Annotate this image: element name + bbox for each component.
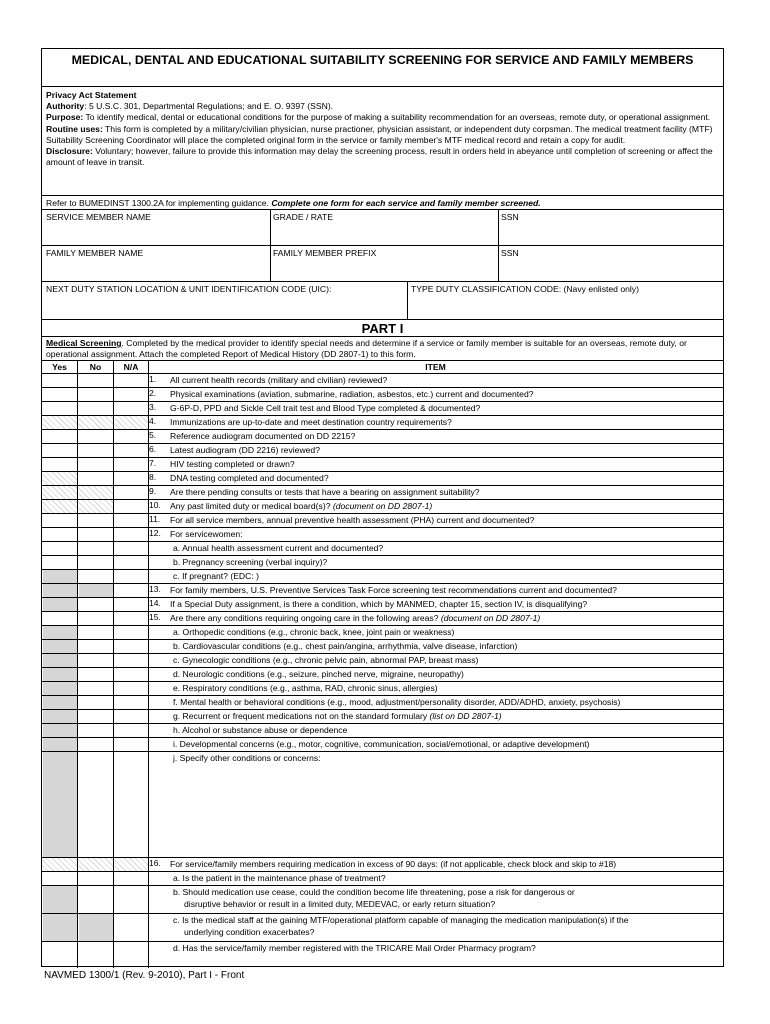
item-text: For service/family members requiring medication in excess of 90 days: (if not applicable, check block and skip to #18) — [170, 859, 617, 869]
item-text: c. If pregnant? (EDC: ) — [173, 571, 259, 581]
item-number: 13. — [149, 584, 161, 594]
checkbox-yes[interactable] — [43, 682, 77, 695]
medical-screening-text: . Completed by the medical provider to identify special needs and determine if a service or family member is suitable for an overseas, remote duty, or operational assignment. Attach the completed Report of Medical History (DD 2807-1) to this form. — [46, 338, 687, 359]
table-row — [42, 541, 723, 555]
purpose-label: Purpose: — [46, 112, 84, 123]
item-text: G-6P-D, PPD and Sickle Cell trait test and Blood Type completed & documented? — [170, 403, 481, 413]
item-text: Reference audiogram documented on DD 2215? — [170, 431, 356, 441]
item-text: Any past limited duty or medical board(s)? (document on DD 2807-1) — [170, 501, 433, 511]
form-frame — [41, 48, 724, 967]
checkbox-yes[interactable] — [43, 556, 77, 569]
item-text: Latest audiogram (DD 2216) reviewed? — [170, 445, 320, 455]
routine-label: Routine uses: — [46, 123, 103, 134]
checkbox-na[interactable] — [115, 514, 148, 527]
table-row — [42, 583, 723, 597]
item-number: 15. — [149, 612, 161, 622]
col-yes: Yes — [52, 362, 67, 372]
checkbox-na[interactable] — [115, 556, 148, 569]
item-number: 12. — [149, 528, 161, 538]
item-text: e. Respiratory conditions (e.g., asthma, RAD, chronic sinus, allergies) — [173, 683, 438, 693]
item-text: a. Annual health assessment current and documented? — [173, 543, 384, 553]
checkbox-no[interactable] — [79, 472, 113, 485]
checkbox-yes[interactable] — [43, 654, 77, 667]
table-row — [42, 913, 723, 941]
checkbox-yes[interactable] — [43, 886, 77, 913]
checkbox-no[interactable] — [79, 710, 113, 723]
checkbox-yes[interactable] — [43, 486, 77, 499]
table-row — [42, 415, 723, 429]
item-text: HIV testing completed or drawn? — [170, 459, 295, 469]
table-row — [42, 499, 723, 513]
checkbox-no[interactable] — [79, 584, 113, 597]
item-text: For servicewomen: — [170, 529, 243, 539]
checkbox-na[interactable] — [115, 388, 148, 401]
checkbox-no[interactable] — [79, 640, 113, 653]
table-row — [42, 429, 723, 443]
checkbox-no[interactable] — [79, 500, 113, 513]
checkbox-yes[interactable] — [43, 942, 77, 956]
medical-screening-intro — [46, 338, 716, 360]
col-no: No — [89, 362, 102, 372]
checkbox-no[interactable] — [79, 654, 113, 667]
checkbox-na[interactable] — [115, 752, 148, 857]
checkbox-no[interactable] — [79, 514, 113, 527]
checkbox-na[interactable] — [115, 682, 148, 695]
table-row — [42, 401, 723, 415]
table-row — [42, 653, 723, 667]
checkbox-na[interactable] — [115, 914, 148, 941]
item-text: For all service members, annual preventive health assessment (PHA) current and documented? — [170, 515, 535, 525]
checkbox-no[interactable] — [79, 858, 113, 871]
table-row — [42, 857, 723, 871]
checkbox-yes[interactable] — [43, 640, 77, 653]
checkbox-yes[interactable] — [43, 724, 77, 737]
checkbox-yes[interactable] — [43, 668, 77, 681]
checkbox-yes[interactable] — [43, 752, 77, 857]
item-number: 3. — [149, 402, 157, 412]
table-row — [42, 555, 723, 569]
checkbox-yes[interactable] — [43, 738, 77, 751]
item-text: b. Should medication use cease, could the condition become life threatening, pose a risk for dangerous or disruptive behavior or result in a limited duty, MEDEVAC, or early return situation? — [173, 887, 575, 909]
checkbox-yes[interactable] — [43, 872, 77, 885]
form-title: MEDICAL, DENTAL AND EDUCATIONAL SUITABILITY SCREENING FOR SERVICE AND FAMILY MEMBERS — [71, 53, 694, 67]
purpose-text: To identify medical, dental or educational conditions for the purpose of making a suitability recommendation for an overseas, remote duty, or operational assignment. — [83, 112, 711, 123]
checkbox-no[interactable] — [79, 682, 113, 695]
checkbox-na[interactable] — [115, 472, 148, 485]
family-member-name-field[interactable]: FAMILY MEMBER NAME — [46, 248, 144, 258]
checkbox-no[interactable] — [79, 430, 113, 443]
checkbox-na[interactable] — [115, 710, 148, 723]
item-text: d. Has the service/family member registered with the TRICARE Mail Order Pharmacy program? — [173, 943, 536, 953]
table-row — [42, 457, 723, 471]
checkbox-na[interactable] — [115, 458, 148, 471]
col-na: N/A — [123, 362, 139, 372]
checkbox-no[interactable] — [79, 696, 113, 709]
item-number: 10. — [149, 500, 161, 510]
table-row — [42, 737, 723, 751]
checkbox-na[interactable] — [115, 444, 148, 457]
table-row — [42, 941, 723, 956]
checkbox-yes[interactable] — [43, 458, 77, 471]
item-number: 11. — [149, 514, 161, 524]
col-item: ITEM — [425, 362, 446, 372]
checkbox-no[interactable] — [79, 388, 113, 401]
item-text: b. Pregnancy screening (verbal inquiry)? — [173, 557, 328, 567]
item-text: i. Developmental concerns (e.g., motor, cognitive, communication, social/emotional, or adaptive development) — [173, 739, 590, 749]
disclosure-text: Voluntary; however, failure to provide this information may delay the screening process, result in orders held in abeyance until completion of screening or affect the amount of leave in transit. — [46, 146, 713, 168]
item-number: 8. — [149, 472, 157, 482]
routine-text: This form is completed by a military/civilian physician, nurse practioner, physician assistant, or independent duty corpsman. The medical treatment facility (MTF) Suitability Screening Coordinator will place the completed original form in the service or family member's MTF medical record and retain a copy for audit. — [46, 123, 713, 145]
checkbox-yes[interactable] — [43, 626, 77, 639]
checkbox-na[interactable] — [115, 696, 148, 709]
part-heading: PART I — [361, 321, 404, 336]
checkbox-no[interactable] — [79, 556, 113, 569]
checkbox-yes[interactable] — [43, 584, 77, 597]
table-row — [42, 527, 723, 541]
refer-text: Refer to BUMEDINST 1300.2A for implementing guidance. — [46, 198, 272, 208]
checkbox-no[interactable] — [79, 738, 113, 751]
checkbox-na[interactable] — [115, 942, 148, 956]
item-number: 14. — [149, 598, 161, 608]
checkbox-na[interactable] — [115, 858, 148, 871]
checkbox-yes[interactable] — [43, 612, 77, 625]
item-number: 16. — [149, 858, 161, 868]
checkbox-na[interactable] — [115, 528, 148, 541]
table-row — [42, 723, 723, 737]
table-row — [42, 443, 723, 457]
form-footer: NAVMED 1300/1 (Rev. 9-2010), Part I - Front — [44, 970, 245, 981]
checkbox-yes[interactable] — [43, 514, 77, 527]
item-number: 9. — [149, 486, 157, 496]
checkbox-no[interactable] — [79, 402, 113, 415]
checkbox-na[interactable] — [115, 584, 148, 597]
table-row — [42, 373, 723, 387]
checkbox-na[interactable] — [115, 640, 148, 653]
checkbox-yes[interactable] — [43, 598, 77, 611]
next-duty-station-field[interactable]: NEXT DUTY STATION LOCATION & UNIT IDENTIFICATION CODE (UIC): — [46, 284, 332, 294]
item-number: 4. — [149, 416, 157, 426]
refer-italic: Complete one form for each service and family member screened. — [271, 198, 541, 208]
table-row — [42, 471, 723, 485]
checkbox-no[interactable] — [79, 872, 113, 885]
checkbox-no[interactable] — [79, 444, 113, 457]
table-row — [42, 667, 723, 681]
checkbox-na[interactable] — [115, 738, 148, 751]
checkbox-no[interactable] — [79, 374, 113, 387]
item-text: a. Is the patient in the maintenance phase of treatment? — [173, 873, 386, 883]
item-text: b. Cardiovascular conditions (e.g., chest pain/angina, arrhythmia, valve disease, infarction) — [173, 641, 518, 651]
table-row — [42, 695, 723, 709]
checkbox-yes[interactable] — [43, 696, 77, 709]
item-number: 6. — [149, 444, 157, 454]
checkbox-yes[interactable] — [43, 528, 77, 541]
checkbox-na[interactable] — [115, 886, 148, 913]
checkbox-no[interactable] — [79, 724, 113, 737]
table-row — [42, 681, 723, 695]
item-text: c. Gynecologic conditions (e.g., chronic pelvic pain, abnormal PAP, breast mass) — [173, 655, 479, 665]
item-text: Are there pending consults or tests that have a bearing on assignment suitability? — [170, 487, 480, 497]
table-row — [42, 625, 723, 639]
checkbox-no[interactable] — [79, 626, 113, 639]
divider — [42, 86, 723, 87]
checkbox-yes[interactable] — [43, 472, 77, 485]
checkbox-na[interactable] — [115, 612, 148, 625]
checkbox-na[interactable] — [115, 654, 148, 667]
checkbox-na[interactable] — [115, 724, 148, 737]
checkbox-yes[interactable] — [43, 388, 77, 401]
checkbox-na[interactable] — [115, 626, 148, 639]
type-duty-field[interactable]: TYPE DUTY CLASSIFICATION CODE: (Navy enlisted only) — [411, 284, 639, 294]
checkbox-yes[interactable] — [43, 430, 77, 443]
checkbox-no[interactable] — [79, 542, 113, 555]
checkbox-no[interactable] — [79, 528, 113, 541]
checkbox-na[interactable] — [115, 416, 148, 429]
privacy-heading: Privacy Act Statement — [46, 90, 137, 100]
service-member-name-field[interactable]: SERVICE MEMBER NAME — [46, 212, 151, 222]
item-text: All current health records (military and civilian) reviewed? — [170, 375, 388, 385]
checkbox-no[interactable] — [79, 612, 113, 625]
checkbox-yes[interactable] — [43, 500, 77, 513]
item-text: f. Mental health or behavioral conditions (e.g., mood, adjustment/personality disorder, ADD/ADHD, anxiety, psychosis) — [173, 697, 621, 707]
authority-label: Authority — [46, 101, 85, 112]
table-row — [42, 611, 723, 625]
table-row — [42, 569, 723, 583]
item-text: h. Alcohol or substance abuse or dependence — [173, 725, 348, 735]
checkbox-yes[interactable] — [43, 858, 77, 871]
item-number: 1. — [149, 374, 157, 384]
family-member-prefix-field[interactable]: FAMILY MEMBER PREFIX — [273, 248, 377, 258]
checkbox-na[interactable] — [115, 872, 148, 885]
table-row — [42, 387, 723, 401]
checkbox-na[interactable] — [115, 430, 148, 443]
checkbox-yes[interactable] — [43, 402, 77, 415]
checkbox-yes[interactable] — [43, 710, 77, 723]
grade-rate-field[interactable]: GRADE / RATE — [273, 212, 334, 222]
checkbox-no[interactable] — [79, 570, 113, 583]
table-row — [42, 639, 723, 653]
table-row — [42, 871, 723, 885]
medical-screening-label: Medical Screening — [46, 338, 122, 348]
item-number: 5. — [149, 430, 157, 440]
checkbox-no[interactable] — [79, 668, 113, 681]
refer-line — [46, 198, 541, 209]
table-row — [42, 597, 723, 611]
checkbox-no[interactable] — [79, 914, 113, 941]
item-text: d. Neurologic conditions (e.g., seizure, pinched nerve, migraine, neuropathy) — [173, 669, 464, 679]
checkbox-yes[interactable] — [43, 570, 77, 583]
checkbox-no[interactable] — [79, 886, 113, 913]
checkbox-na[interactable] — [115, 598, 148, 611]
item-text: j. Specify other conditions or concerns: — [173, 753, 321, 763]
disclosure-label: Disclosure: — [46, 146, 93, 157]
checkbox-yes[interactable] — [43, 374, 77, 387]
privacy-act-statement — [46, 90, 721, 168]
item-text: a. Orthopedic conditions (e.g., chronic back, knee, joint pain or weakness) — [173, 627, 455, 637]
table-row — [42, 709, 723, 723]
checkbox-yes[interactable] — [43, 444, 77, 457]
checkbox-na[interactable] — [115, 374, 148, 387]
item-text: c. Is the medical staff at the gaining MTF/operational platform capable of managing the medication manipulation(s) if the underlying condition exacerbates? — [173, 915, 629, 937]
checkbox-na[interactable] — [115, 542, 148, 555]
checkbox-no[interactable] — [79, 486, 113, 499]
item-text: Are there any conditions requiring ongoing care in the following areas? (document on DD 2807-1) — [170, 613, 541, 623]
checkbox-no[interactable] — [79, 752, 113, 857]
item-text: Immunizations are up-to-date and meet destination country requirements? — [170, 417, 452, 427]
checkbox-na[interactable] — [115, 486, 148, 499]
item-text: If a Special Duty assignment, is there a condition, which by MANMED, chapter 15, section IV, is disqualifying? — [170, 599, 588, 609]
ssn-field-2[interactable]: SSN — [501, 248, 519, 258]
item-number: 7. — [149, 458, 157, 468]
table-row — [42, 513, 723, 527]
checkbox-yes[interactable] — [43, 542, 77, 555]
table-row — [42, 885, 723, 913]
checkbox-no[interactable] — [79, 458, 113, 471]
checkbox-no[interactable] — [79, 942, 113, 956]
checkbox-na[interactable] — [115, 402, 148, 415]
authority-text: : 5 U.S.C. 301, Departmental Regulations; and E. O. 9397 (SSN). — [84, 101, 334, 112]
checkbox-yes[interactable] — [43, 416, 77, 429]
checkbox-na[interactable] — [115, 500, 148, 513]
ssn-field-1[interactable]: SSN — [501, 212, 519, 222]
item-text: DNA testing completed and documented? — [170, 473, 329, 483]
checkbox-no[interactable] — [79, 598, 113, 611]
checkbox-no[interactable] — [79, 416, 113, 429]
item-text: Physical examinations (aviation, submarine, radiation, asbestos, etc.) current and documented? — [170, 389, 534, 399]
table-row — [42, 751, 723, 857]
checkbox-yes[interactable] — [43, 914, 77, 941]
item-text: g. Recurrent or frequent medications not on the standard formulary (list on DD 2807-1) — [173, 711, 502, 721]
item-text: For family members, U.S. Preventive Services Task Force screening test recommendations current and documented? — [170, 585, 617, 595]
checkbox-na[interactable] — [115, 570, 148, 583]
checkbox-na[interactable] — [115, 668, 148, 681]
item-number: 2. — [149, 388, 157, 398]
table-row — [42, 485, 723, 499]
